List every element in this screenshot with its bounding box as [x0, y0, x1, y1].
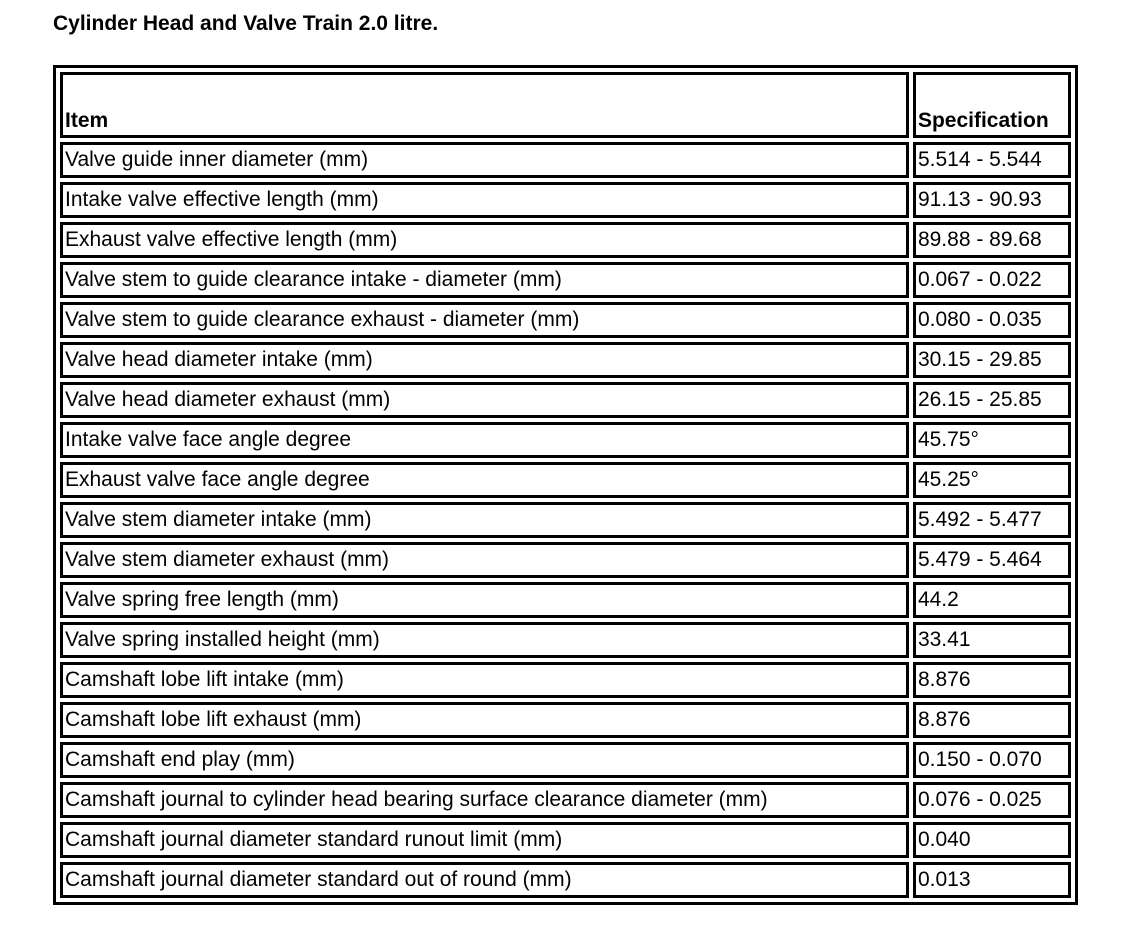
table-row	[60, 822, 1071, 858]
table-row	[60, 662, 1071, 698]
item-cell: Valve stem to guide clearance exhaust - diameter (mm)	[60, 302, 909, 338]
table-row	[60, 382, 1071, 418]
table-row	[60, 262, 1071, 298]
item-cell: Exhaust valve face angle degree	[60, 462, 909, 498]
item-cell: Valve head diameter intake (mm)	[60, 342, 909, 378]
table-row	[60, 702, 1071, 738]
specification-cell: 33.41	[913, 622, 1071, 658]
column-header-specification: Specification	[913, 72, 1071, 138]
specification-cell: 26.15 - 25.85	[913, 382, 1071, 418]
specification-table	[53, 65, 1078, 905]
item-cell: Camshaft lobe lift exhaust (mm)	[60, 702, 909, 738]
specification-cell: 0.040	[913, 822, 1071, 858]
column-header-item: Item	[60, 72, 909, 138]
item-cell: Valve spring free length (mm)	[60, 582, 909, 618]
specification-cell: 0.013	[913, 862, 1071, 898]
specification-cell: 5.514 - 5.544	[913, 142, 1071, 178]
specification-cell: 30.15 - 29.85	[913, 342, 1071, 378]
item-cell: Camshaft journal diameter standard runout limit (mm)	[60, 822, 909, 858]
item-cell: Valve stem to guide clearance intake - diameter (mm)	[60, 262, 909, 298]
specification-cell: 45.25°	[913, 462, 1071, 498]
table-row	[60, 422, 1071, 458]
table-header-row	[60, 72, 1071, 138]
specification-cell: 5.492 - 5.477	[913, 502, 1071, 538]
specification-cell: 44.2	[913, 582, 1071, 618]
table-row	[60, 862, 1071, 898]
specification-cell: 8.876	[913, 702, 1071, 738]
item-cell: Camshaft end play (mm)	[60, 742, 909, 778]
table-row	[60, 182, 1071, 218]
table-row	[60, 782, 1071, 818]
table-row	[60, 342, 1071, 378]
item-cell: Intake valve face angle degree	[60, 422, 909, 458]
specification-cell: 89.88 - 89.68	[913, 222, 1071, 258]
item-cell: Valve guide inner diameter (mm)	[60, 142, 909, 178]
table-body	[60, 142, 1071, 898]
table-row	[60, 222, 1071, 258]
table-row	[60, 742, 1071, 778]
specification-cell: 91.13 - 90.93	[913, 182, 1071, 218]
item-cell: Valve stem diameter intake (mm)	[60, 502, 909, 538]
table-row	[60, 542, 1071, 578]
item-cell: Valve head diameter exhaust (mm)	[60, 382, 909, 418]
specification-cell: 0.076 - 0.025	[913, 782, 1071, 818]
table-row	[60, 622, 1071, 658]
table-row	[60, 142, 1071, 178]
item-cell: Camshaft journal diameter standard out of round (mm)	[60, 862, 909, 898]
specification-cell: 45.75°	[913, 422, 1071, 458]
specification-cell: 0.067 - 0.022	[913, 262, 1071, 298]
table-row	[60, 462, 1071, 498]
specification-cell: 0.080 - 0.035	[913, 302, 1071, 338]
item-cell: Valve stem diameter exhaust (mm)	[60, 542, 909, 578]
table-row	[60, 582, 1071, 618]
specification-cell: 5.479 - 5.464	[913, 542, 1071, 578]
item-cell: Valve spring installed height (mm)	[60, 622, 909, 658]
table-row	[60, 502, 1071, 538]
specification-cell: 8.876	[913, 662, 1071, 698]
page-title: Cylinder Head and Valve Train 2.0 litre.	[53, 12, 439, 35]
item-cell: Exhaust valve effective length (mm)	[60, 222, 909, 258]
item-cell: Intake valve effective length (mm)	[60, 182, 909, 218]
table-row	[60, 302, 1071, 338]
item-cell: Camshaft lobe lift intake (mm)	[60, 662, 909, 698]
item-cell: Camshaft journal to cylinder head bearing surface clearance diameter (mm)	[60, 782, 909, 818]
specification-cell: 0.150 - 0.070	[913, 742, 1071, 778]
